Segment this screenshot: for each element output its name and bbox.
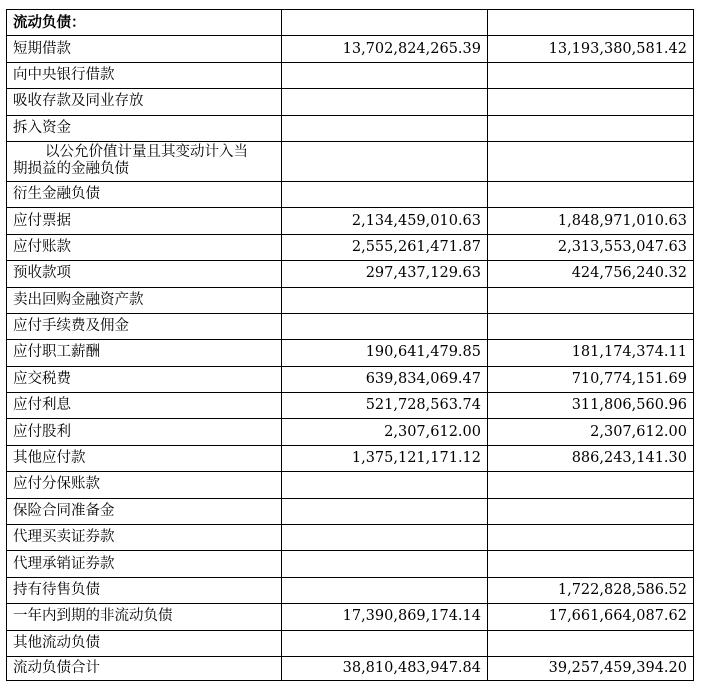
current-period-value: 639,834,069.47: [282, 366, 488, 392]
prior-period-value: 886,243,141.30: [488, 445, 694, 471]
current-period-value: 2,555,261,471.87: [282, 234, 488, 260]
prior-period-total: 39,257,459,394.20: [488, 656, 694, 680]
row-label: 吸收存款及同业存放: [7, 89, 282, 115]
prior-period-value: 424,756,240.32: [488, 261, 694, 287]
current-period-value: [282, 181, 488, 207]
row-label: 应付手续费及佣金: [7, 313, 282, 339]
current-period-value: [282, 89, 488, 115]
prior-period-value: [488, 115, 694, 141]
prior-period-value: [488, 141, 694, 181]
row-label: 衍生金融负债: [7, 181, 282, 207]
table-row: [7, 36, 694, 62]
table-row: [7, 89, 694, 115]
prior-period-value: 710,774,151.69: [488, 366, 694, 392]
row-label: 代理承销证券款: [7, 551, 282, 577]
prior-period-value: 1,722,828,586.52: [488, 577, 694, 603]
row-label: 代理买卖证券款: [7, 525, 282, 551]
prior-period-value: 2,307,612.00: [488, 419, 694, 445]
prior-period-value: [488, 287, 694, 313]
table-cell: [282, 10, 488, 36]
row-label: 短期借款: [7, 36, 282, 62]
table-row: [7, 472, 694, 498]
row-label: 应付分保账款: [7, 472, 282, 498]
current-period-value: [282, 577, 488, 603]
current-period-value: 1,375,121,171.12: [282, 445, 488, 471]
prior-period-value: [488, 630, 694, 656]
prior-period-value: [488, 62, 694, 88]
table-row: [7, 313, 694, 339]
row-label: 应付股利: [7, 419, 282, 445]
prior-period-value: [488, 525, 694, 551]
current-period-value: [282, 630, 488, 656]
table-row: [7, 287, 694, 313]
current-period-value: 297,437,129.63: [282, 261, 488, 287]
row-label: 应付利息: [7, 393, 282, 419]
table-row: [7, 604, 694, 630]
prior-period-value: [488, 313, 694, 339]
section-header-row: [7, 10, 694, 36]
table-row: [7, 551, 694, 577]
prior-period-value: [488, 89, 694, 115]
table-row: [7, 366, 694, 392]
prior-period-value: [488, 498, 694, 524]
current-period-value: 13,702,824,265.39: [282, 36, 488, 62]
table-row: [7, 419, 694, 445]
row-label: 持有待售负债: [7, 577, 282, 603]
table-row: [7, 498, 694, 524]
row-label-line2: 期损益的金融负债: [13, 161, 129, 178]
row-label: 应付票据: [7, 208, 282, 234]
prior-period-value: [488, 472, 694, 498]
table-row: [7, 115, 694, 141]
current-period-value: [282, 313, 488, 339]
table-row: [7, 340, 694, 366]
current-period-value: 190,641,479.85: [282, 340, 488, 366]
table-cell: [488, 10, 694, 36]
current-period-value: [282, 287, 488, 313]
table-row: [7, 62, 694, 88]
row-label: [7, 141, 282, 181]
prior-period-value: 2,313,553,047.63: [488, 234, 694, 260]
row-label: 应交税费: [7, 366, 282, 392]
row-label: 其他流动负债: [7, 630, 282, 656]
prior-period-value: 311,806,560.96: [488, 393, 694, 419]
current-period-value: [282, 551, 488, 577]
row-label: 应付账款: [7, 234, 282, 260]
table-row: [7, 181, 694, 207]
prior-period-value: 17,661,664,087.62: [488, 604, 694, 630]
current-period-value: 521,728,563.74: [282, 393, 488, 419]
current-liabilities-table: [6, 9, 694, 681]
current-period-total: 38,810,483,947.84: [282, 656, 488, 680]
current-period-value: [282, 62, 488, 88]
current-period-value: 2,307,612.00: [282, 419, 488, 445]
prior-period-value: 181,174,374.11: [488, 340, 694, 366]
row-label: 应付职工薪酬: [7, 340, 282, 366]
row-label-line1: 以公允价值计量且其变动计入当: [45, 144, 248, 161]
row-label: 预收款项: [7, 261, 282, 287]
prior-period-value: 13,193,380,581.42: [488, 36, 694, 62]
table-row: [7, 525, 694, 551]
table-row: [7, 630, 694, 656]
current-period-value: [282, 472, 488, 498]
table-row: [7, 208, 694, 234]
row-label: 拆入资金: [7, 115, 282, 141]
row-label: 卖出回购金融资产款: [7, 287, 282, 313]
row-label: 保险合同准备金: [7, 498, 282, 524]
total-label: 流动负债合计: [7, 656, 282, 680]
table-row: [7, 234, 694, 260]
current-period-value: [282, 498, 488, 524]
current-period-value: [282, 141, 488, 181]
current-period-value: 17,390,869,174.14: [282, 604, 488, 630]
table-row: [7, 261, 694, 287]
row-label: 一年内到期的非流动负债: [7, 604, 282, 630]
prior-period-value: [488, 181, 694, 207]
total-row: [7, 656, 694, 680]
prior-period-value: 1,848,971,010.63: [488, 208, 694, 234]
section-header: 流动负债：: [7, 10, 282, 36]
table-row: [7, 393, 694, 419]
table-row: [7, 141, 694, 181]
current-period-value: [282, 525, 488, 551]
table-row: [7, 445, 694, 471]
row-label: 向中央银行借款: [7, 62, 282, 88]
row-label: 其他应付款: [7, 445, 282, 471]
current-period-value: 2,134,459,010.63: [282, 208, 488, 234]
prior-period-value: [488, 551, 694, 577]
table-row: [7, 577, 694, 603]
current-period-value: [282, 115, 488, 141]
